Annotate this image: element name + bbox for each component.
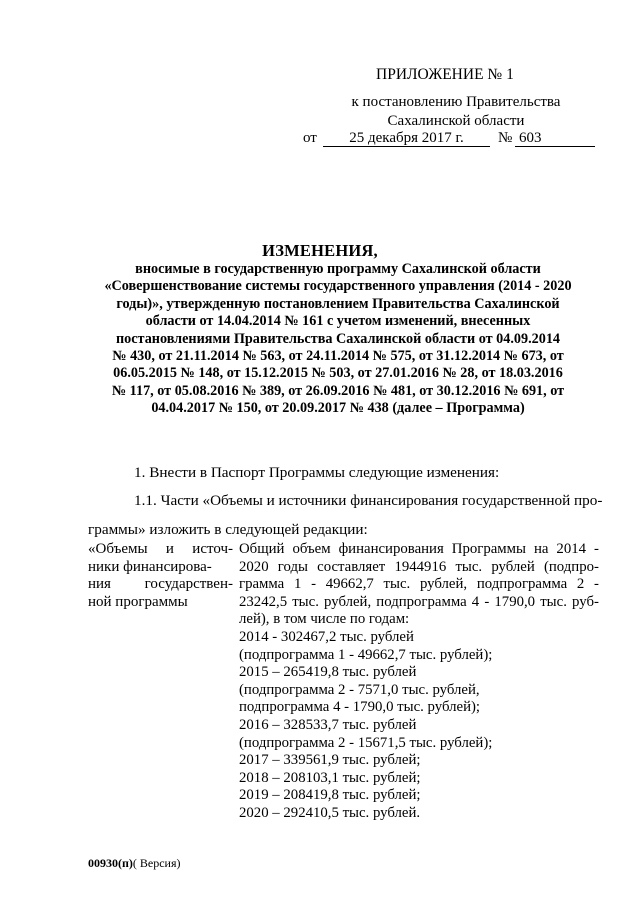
date-prefix: от <box>303 130 317 146</box>
word: рублей, <box>419 576 468 593</box>
word: и <box>165 541 174 557</box>
subtitle-line: годы)», утвержденную постановлением Правительства Сахалинской <box>116 295 560 312</box>
item-1: 1. Внести в Паспорт Программы следующие изменения: <box>134 464 500 481</box>
word: - <box>594 576 599 593</box>
left-column-line <box>88 594 233 612</box>
right-column-line: (подпрограмма 2 - 15671,5 тыс. рублей); <box>239 734 493 751</box>
left-column-line <box>88 559 233 577</box>
right-column-line: 2020 – 292410,5 тыс. рублей. <box>239 804 421 821</box>
word: рублей, <box>324 593 372 610</box>
right-column-line: 2014 - 302467,2 тыс. рублей <box>239 628 414 645</box>
word: Программы <box>451 541 526 557</box>
word: - <box>484 593 490 610</box>
word: - <box>311 576 317 593</box>
word: 49662,7 <box>325 576 374 593</box>
right-column-line: (подпрограмма 2 - 7571,0 тыс. рублей, <box>239 681 480 698</box>
right-column-line: 2018 – 208103,1 тыс. рублей; <box>239 769 421 786</box>
word: ния <box>88 576 111 592</box>
word: подпрограмма <box>476 576 568 593</box>
word: объем <box>292 541 331 557</box>
word: «Объемы <box>88 541 148 557</box>
right-column-line: (подпрограмма 1 - 49662,7 тыс. рублей); <box>239 646 493 663</box>
right-column-line <box>239 576 599 594</box>
word: руб- <box>572 593 599 610</box>
footer-code: 00930(п) <box>88 856 133 870</box>
word: 2014 <box>556 541 587 557</box>
word: 1790,0 <box>494 593 536 610</box>
word: ной программы <box>88 593 188 610</box>
footer <box>88 856 181 871</box>
word: рублей <box>491 558 535 575</box>
document-subtitle <box>88 261 588 418</box>
appendix-line-1: к постановлению Правительства <box>351 94 561 110</box>
word: - <box>594 541 599 557</box>
right-column-line: 2017 – 339561,9 тыс. рублей; <box>239 752 421 769</box>
word: 23242,5 <box>239 593 288 610</box>
subtitle-line: № 117, от 05.08.2016 № 389, от 26.09.2016 № 481, от 30.12.2016 № 691, от <box>111 382 565 399</box>
decree-number: 603 <box>515 130 595 147</box>
subtitle-line: постановлениями Правительства Сахалинской области от 04.09.2014 <box>115 330 561 347</box>
item-1-1-continuation: граммы» изложить в следующей редакции: <box>88 521 368 538</box>
document-heading: ИЗМЕНЕНИЯ, <box>262 241 378 260</box>
word: финансирования <box>338 541 444 557</box>
right-column-line <box>239 559 599 577</box>
item-1-1: 1.1. Части «Объемы и источники финансирования государственной про- <box>134 492 603 509</box>
word: государствен- <box>144 576 233 592</box>
subtitle-line: области от 14.04.2014 № 161 с учетом изменений, внесенных <box>145 313 531 330</box>
right-column-line: 2015 – 265419,8 тыс. рублей <box>239 664 417 681</box>
word: 1 <box>293 576 302 593</box>
word: 4 <box>471 593 480 610</box>
word: 2020 <box>239 558 269 575</box>
word: годы <box>277 558 308 575</box>
word: (подпро- <box>543 558 599 575</box>
word: источ- <box>192 541 233 557</box>
appendix-line-2: Сахалинской области <box>387 113 525 129</box>
number-prefix: № <box>498 130 513 146</box>
word: 1944916 <box>394 558 447 575</box>
word: тыс. <box>455 558 483 575</box>
footer-version: ( Версия) <box>132 856 181 870</box>
word: ники финансирова- <box>88 558 212 575</box>
right-column-line <box>239 594 599 612</box>
left-column-line <box>88 576 233 594</box>
right-column-line: 2016 – 328533,7 тыс. рублей <box>239 716 417 733</box>
word: тыс. <box>292 593 319 610</box>
decree-date: 25 декабря 2017 г. <box>323 130 490 147</box>
right-column-line <box>239 541 599 559</box>
word: тыс. <box>383 576 411 593</box>
right-column-line: 2019 – 208419,8 тыс. рублей; <box>239 787 421 804</box>
left-column-line <box>88 541 233 559</box>
subtitle-line: 06.05.2015 № 148, от 15.12.2015 № 503, от 27.01.2016 № 28, от 18.03.2016 <box>113 365 563 382</box>
word: грамма <box>239 576 285 593</box>
word: Общий <box>239 541 285 557</box>
subtitle-line: 04.04.2017 № 150, от 20.09.2017 № 438 (далее – Программа) <box>151 400 525 417</box>
word: тыс. <box>540 593 567 610</box>
subtitle-line: № 430, от 21.11.2014 № 563, от 24.11.2014 № 575, от 31.12.2014 № 673, от <box>112 348 564 365</box>
word: 2 <box>576 576 585 593</box>
right-column-line: лей), в том числе по годам: <box>239 611 410 628</box>
appendix-title: ПРИЛОЖЕНИЕ № 1 <box>376 66 514 83</box>
subtitle-line: «Совершенствование системы государственного управления (2014 - 2020 <box>104 278 572 295</box>
word: составляет <box>317 558 386 575</box>
subtitle-line: вносимые в государственную программу Сахалинской области <box>135 261 541 277</box>
word: на <box>533 541 549 557</box>
word: подпрограмма <box>376 593 467 610</box>
table-left-column <box>88 541 233 611</box>
table-right-column <box>239 541 599 823</box>
right-column-line: подпрограмма 4 - 1790,0 тыс. рублей); <box>239 699 481 716</box>
